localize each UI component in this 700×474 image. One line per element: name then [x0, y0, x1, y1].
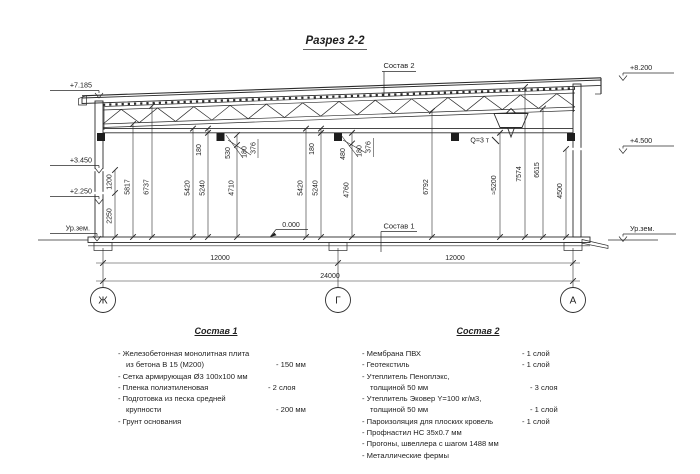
material-row: - Утеплитель Пеноплэкс,: [362, 371, 450, 381]
sostav2-ref-label: Состав 2: [383, 61, 415, 70]
ground-level-label-right: Ур.зем.: [630, 224, 655, 233]
dim-1200: 1200: [106, 174, 114, 190]
drawing-title: [303, 35, 367, 50]
dim-5420: 5420: [297, 180, 305, 196]
sostav2-list: [362, 326, 594, 461]
material-row: - Подготовка из песка средней: [118, 394, 226, 404]
material-row: толщиной 50 мм - 3 слоя: [370, 382, 558, 392]
dim-2250: 2250: [106, 208, 114, 224]
axis-g: Г: [335, 295, 341, 307]
crane-capacity-label: Q=3 т: [470, 137, 489, 145]
dim-4500: 4500: [557, 183, 564, 199]
dim-530: 530: [225, 147, 232, 159]
material-row: из бетона В 15 (М200) - 150 мм: [126, 360, 306, 370]
axis-a: А: [569, 295, 577, 307]
material-row: - Мембрана ПВХ - 1 слой: [362, 349, 550, 358]
material-row: - Грунт основания: [118, 416, 182, 426]
dim-480: 480: [340, 148, 347, 160]
dim-376: 376: [365, 141, 373, 153]
material-row: - Железобетонная монолитная плита: [118, 349, 250, 358]
material-row: - Пароизоляция для плоских кровель - 1 слой: [362, 416, 550, 426]
sostav1-list: [118, 326, 314, 427]
axis-bubbles: [91, 288, 586, 313]
dim-4710: 4710: [228, 180, 236, 196]
columns: [97, 133, 575, 243]
material-row: толщиной 50 мм - 1 слой: [370, 405, 558, 415]
level-4500: +4.500: [630, 136, 653, 145]
dim-5240: 5240: [199, 180, 207, 196]
dim-180: 180: [196, 144, 203, 156]
zero-level-label: 0.000: [282, 222, 300, 229]
material-row: - Металлические фермы: [362, 450, 449, 460]
dim-12000-right: 12000: [445, 255, 465, 262]
dim-6615: 6615: [534, 162, 541, 178]
apron: [582, 240, 608, 249]
material-row: - Сетка армирующая Ø3 100х100 мм: [118, 371, 248, 381]
dim-24000: 24000: [320, 273, 340, 280]
dim-5817: 5817: [124, 179, 132, 195]
material-row: - Пленка полиэтиленовая - 2 слоя: [118, 382, 296, 392]
level-8200: +8.200: [630, 63, 653, 72]
dim-5200: ≈5200: [491, 175, 498, 195]
dim-5420: 5420: [184, 180, 192, 196]
horizontal-dimensions: [96, 248, 580, 287]
sostav1-ref-label: Состав 1: [383, 221, 415, 231]
column: [453, 133, 457, 237]
material-row: - Геотекстиль - 1 слой: [362, 360, 550, 370]
level-3450: +3.450: [69, 155, 92, 165]
dim-6737: 6737: [143, 179, 151, 195]
material-row: - Утеплитель Эковер Y=100 кг/м3,: [362, 394, 482, 404]
dim-180: 180: [241, 146, 249, 158]
dim-180: 180: [356, 145, 364, 157]
dim-6792: 6792: [423, 179, 430, 195]
dim-180: 180: [309, 143, 316, 155]
dim-12000-left: 12000: [210, 255, 230, 262]
dim-5240: 5240: [312, 180, 320, 196]
sostav2-title: Состав 2: [456, 326, 500, 336]
dim-376: 376: [250, 142, 258, 154]
ground-level-label-left: Ур.зем.: [65, 223, 90, 233]
material-row: крупности - 200 мм: [126, 405, 306, 415]
dim-4760: 4760: [343, 182, 351, 198]
axis-zh: Ж: [98, 295, 108, 307]
material-row: - Прогоны, швеллера с шагом 1488 мм: [362, 439, 499, 449]
column: [219, 133, 223, 237]
level-7185: +7.185: [69, 80, 92, 90]
level-2250: +2.250: [69, 186, 92, 196]
dim-7574: 7574: [516, 166, 523, 182]
level-marks-right: [619, 63, 676, 242]
vertical-dimension-texts: [107, 141, 565, 224]
sostav1-title: Состав 1: [194, 326, 238, 336]
page-title: Разрез 2-2: [305, 35, 365, 47]
material-row: - Профнастил НС 35х0.7 мм: [362, 428, 462, 438]
